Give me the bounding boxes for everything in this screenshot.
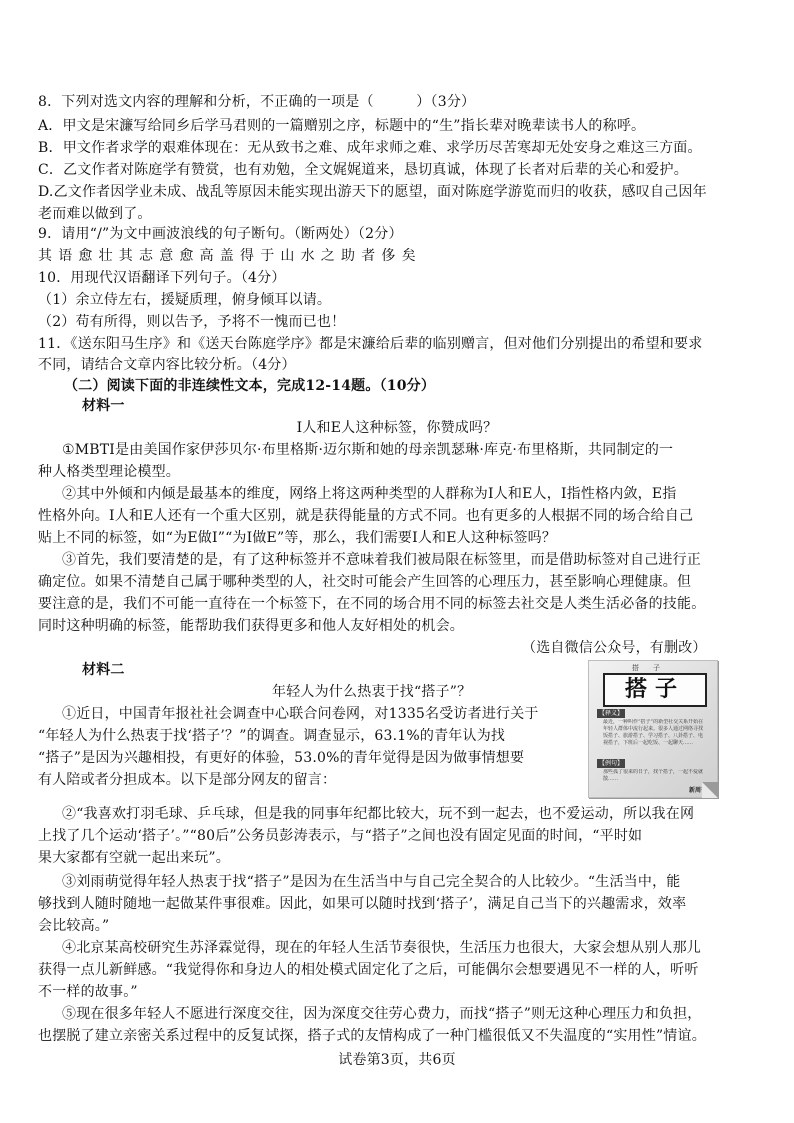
material1-para2-cont: 性格外向。I人和E人还有一个重大区别，就是获得能量的方式不同。也有更多的人根据不同的场合给自己	[38, 508, 694, 524]
q9-sentence: 其语愈壮其志意愈高盖得于山水之助者侈矣	[38, 248, 422, 264]
material2-para4-cont: 获得一点儿新鲜感。“我觉得你和身边人的相处模式固定化了之后，可能偶尔会想要遇见不一样的人，听听	[38, 962, 699, 978]
sticker-tag-definition: 【释义】	[598, 710, 623, 717]
q10-sentence-2: （2）苟有所得，则以告予，予将不一愧而已也！	[38, 314, 346, 330]
sticker-example-text: 那些孤了很来的日子，找个搭子，一起不爱就散……	[603, 769, 704, 782]
material1-para2-cont: 贴上不同的标签，如“为E做I”“为I做E”等，那么，我们需要I人和E人这种标签吗？	[38, 530, 557, 546]
material1-para3-cont: 确定位。如果不清楚自己属于哪种类型的人，社交时可能会产生回答的心理压力，甚至影响心理健康。但	[38, 574, 692, 590]
material2-para1-cont: 有人陪或者分担成本。以下是部分网友的留言：	[38, 772, 337, 788]
q8-option-b: B．甲文作者求学的艰难体现在：无从致书之难、成年求师之难、求学历尽苦寒却无处安身之难这三方面。	[38, 140, 702, 156]
q10-sentence-1: （1）余立侍左右，援疑质理，俯身倾耳以请。	[38, 292, 332, 308]
q8-option-d: D.乙文作者因学业未成、战乱等原因未能实现出游天下的愿望，面对陈庭学游览而归的收获，感叹自己因年	[38, 184, 707, 200]
material1-para3-cont: 要注意的是，我们不可能一直待在一个标签下，在不同的场合用不同的标签去社交是人类生活必备的技能。	[38, 596, 706, 612]
material1-para2: ②其中外倾和内倾是最基本的维度，网络上将这两种类型的人群称为I人和E人，I指性格内敛，E指	[62, 486, 677, 502]
q8-stem: 8．下列对选文内容的理解和分析，不正确的一项是（ ）（3分）	[38, 94, 476, 110]
material2-title: 年轻人为什么热衷于找“搭子”？	[272, 684, 472, 700]
material1-para1: ①MBTI是由美国作家伊莎贝尔·布里格斯·迈尔斯和她的母亲凯瑟琳·库克·布里格斯，共同制定的一	[62, 442, 674, 458]
sticker-tag-example: 【例句】	[598, 760, 623, 767]
material1-title: I人和E人这种标签，你赞成吗？	[296, 420, 498, 436]
material1-source: （选自微信公众号，有删改）	[522, 640, 707, 656]
page-curl-decoration	[702, 782, 718, 798]
q8-option-a: A．甲文是宋濂写给同乡后学马君则的一篇赠别之序，标题中的“生”指长辈对晚辈读书人的称呼。	[38, 118, 646, 134]
material2-para4-cont: 不一样的故事。”	[38, 984, 138, 1000]
q9-stem: 9．请用“/”为文中画波浪线的句子断句。（断两处）（2分）	[38, 226, 403, 242]
material2-para1-cont: “搭子”是因为兴趣相投，有更好的体验，53.0%的青年觉得是因为做事情想要	[38, 750, 525, 766]
sticker-definition-text: 最近，一种叫作“搭子”的新型社交关系开始在年轻人群体中流行起来。很多人通过网络寻找饭搭子、旅游搭子、学习搭子、八卦搭子、电视搭子，下班后一起吃饭、一起聊天……	[603, 719, 704, 746]
q11-stem-cont: 不同，请结合文章内容比较分析。（4分）	[38, 357, 296, 373]
material1-label: 材料一	[82, 398, 125, 414]
page-footer: 试卷第3页，共6页	[338, 1052, 456, 1068]
sticker-subtitle: 搭子	[632, 664, 674, 672]
material2-para1-cont: “年轻人为什么热衷于找‘搭子’？”的调查。调查显示，63.1%的青年认为找	[38, 728, 506, 744]
material1-para3: ③首先，我们要清楚的是，有了这种标签并不意味着我们被局限在标签里，而是借助标签对自己进行正	[62, 552, 701, 568]
sticker-brand: 新周刊	[688, 787, 707, 794]
q10-stem: 10．用现代汉语翻译下列句子。（4分）	[38, 270, 286, 286]
material2-para5: ⑤现在很多年轻人不愿进行深度交往，因为深度交往劳心费力，而找“搭子”则无这种心理压力和负担，	[62, 1006, 702, 1022]
q11-stem: 11．《送东阳马生序》和《送天台陈庭学序》都是宋濂给后辈的临别赠言，但对他们分别提出的希望和要求	[38, 336, 703, 352]
material2-para3-cont: 会比较高。”	[38, 918, 110, 934]
dazi-definition-image	[588, 660, 718, 798]
material2-para2-cont: 上找了几个运动‘搭子’。”“80后”公务员彭涛表示，与“搭子”之间也没有固定见面的时间，“平时如	[38, 828, 643, 844]
material2-para3: ③刘雨萌觉得年轻人热衷于找“搭子”是因为在生活当中与自己完全契合的人比较少。“生活当中，能	[62, 874, 681, 890]
material2-para4: ④北京某高校研究生苏泽霖觉得，现在的年轻人生活节奏很快，生活压力也很大，大家会想从别人那儿	[62, 940, 701, 956]
material2-para1: ①近日，中国青年报社社会调查中心联合问卷网，对1335名受访者进行关于	[62, 706, 539, 722]
material2-para2-cont: 果大家都有空就一起出来玩”。	[38, 850, 230, 866]
material2-para5-cont: 也摆脱了建立亲密关系过程中的反复试探，搭子式的友情构成了一种门槛很低又不失温度的“实用性”情谊。	[38, 1028, 706, 1044]
section-heading: （二）阅读下面的非连续性文本，完成12-14题。（10分）	[64, 378, 436, 394]
q8-option-c: C．乙文作者对陈庭学有赞赏，也有劝勉，全文娓娓道来，恳切真诚，体现了长者对后辈的关心和爱护。	[38, 162, 688, 178]
material2-para2: ②“我喜欢打羽毛球、乒乓球，但是我的同事年纪都比较大，玩不到一起去，也不爱运动，所以我在网	[62, 806, 695, 822]
material1-para1-cont: 种人格类型理论模型。	[38, 464, 180, 480]
sticker-title: 搭子	[603, 673, 707, 707]
material2-label: 材料二	[82, 662, 125, 678]
material2-para3-cont: 够找到人随时随地一起做某件事很难。因此，如果可以随时找到‘搭子’，满足自己当下的兴趣需求，效率	[38, 896, 687, 912]
q8-option-d-cont: 老而难以做到了。	[38, 206, 152, 222]
material1-para3-cont: 同时这种明确的标签，能帮助我们获得更多和他人友好相处的机会。	[38, 618, 464, 634]
